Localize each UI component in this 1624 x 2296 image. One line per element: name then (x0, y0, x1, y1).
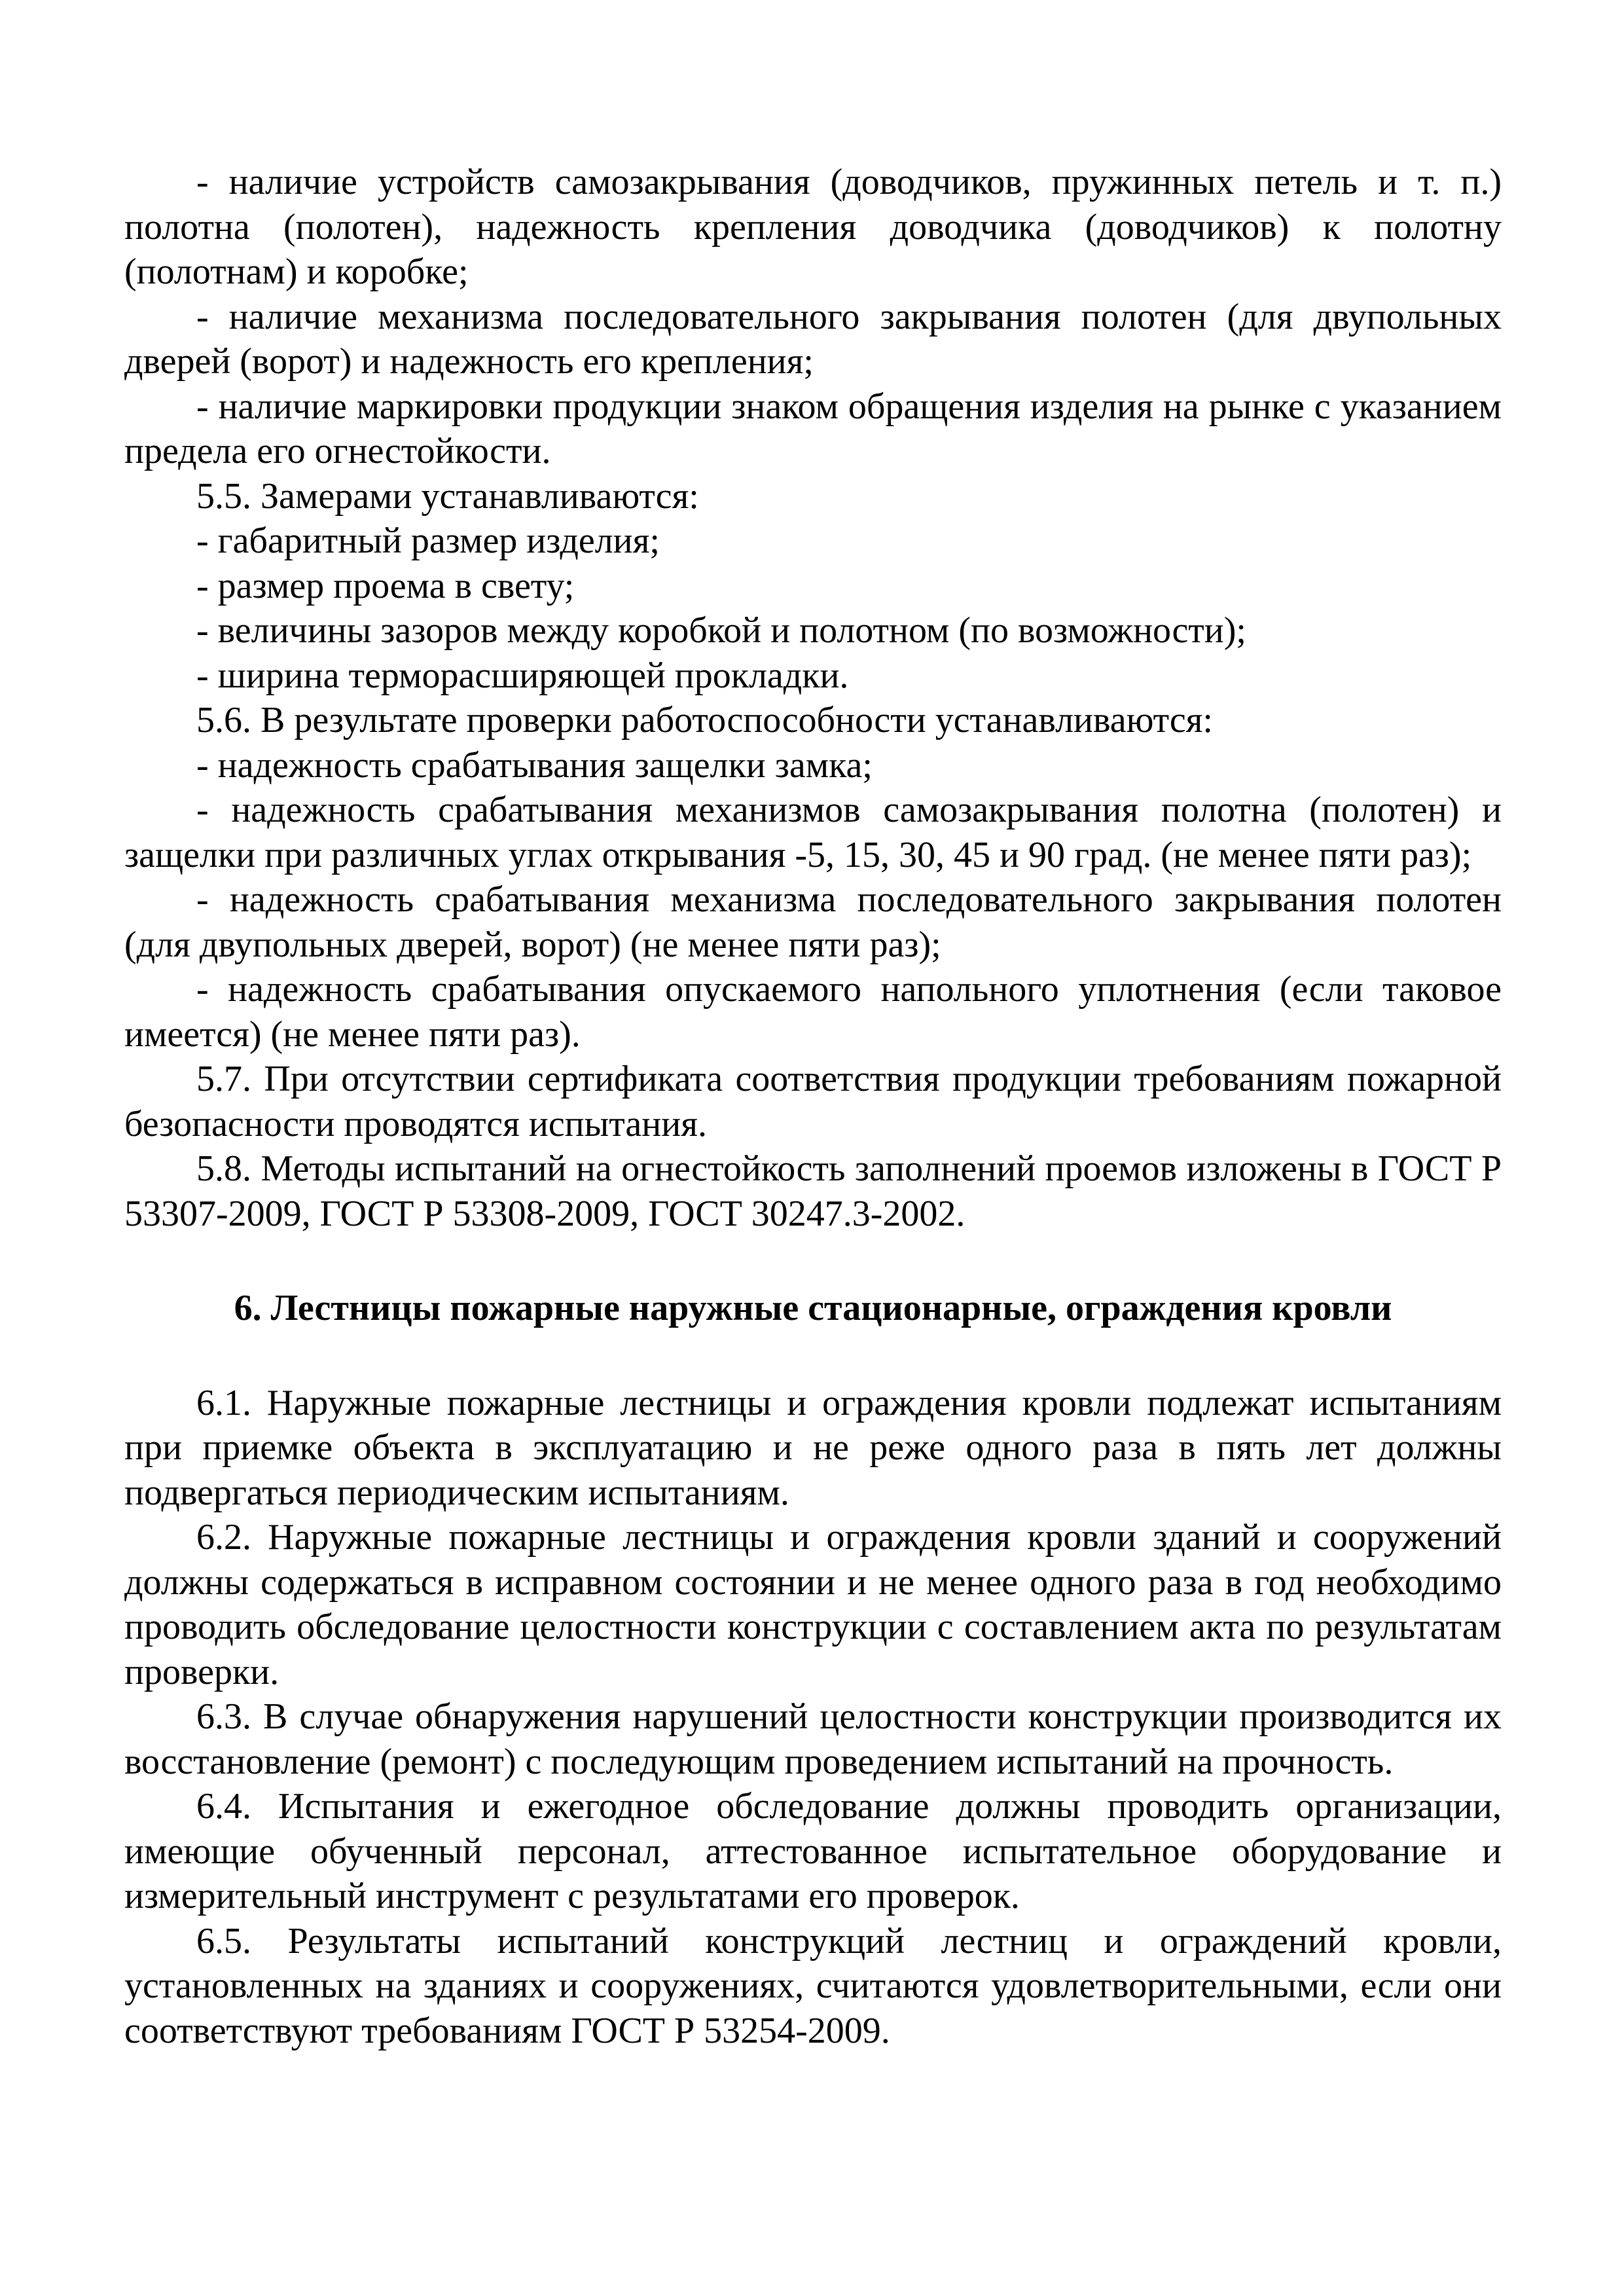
list-item-intumescent-strip: - ширина терморасширяющей прокладки. (196, 655, 849, 696)
spacer (124, 1331, 1502, 1381)
spacer (124, 1236, 1502, 1286)
list-item-gaps: - величины зазоров между коробкой и полотном (по возможности); (196, 610, 1246, 651)
paragraph-5-8: 5.8. Методы испытаний на огнестойкость заполнений проемов изложены в ГОСТ Р 53307-2009, ГОСТ Р 53308-2009, ГОСТ 30247.3-2002. (124, 1148, 1502, 1234)
list-item-opening-size: - размер проема в свету; (196, 565, 575, 606)
section-6-heading: 6. Лестницы пожарные наружные стационарные, ограждения кровли (234, 1288, 1392, 1328)
paragraph-6-4: 6.4. Испытания и ежегодное обследование должны проводить организации, имеющие обученный персонал, аттестованное испытательное оборудование и измерительный инструмент с результатами его проверок. (124, 1786, 1502, 1916)
paragraph-6-3: 6.3. В случае обнаружения нарушений целостности конструкции производится их восстановление (ремонт) с последующим проведением испытаний на прочность. (124, 1696, 1502, 1782)
paragraph-self-closing-mechanisms: - надежность срабатывания механизмов самозакрывания полотна (полотен) и защелки при различных углах открывания -5, 15, 30, 45 и 90 град. (не менее пяти раз); (124, 790, 1502, 875)
list-item-latch-reliability: - надежность срабатывания защелки замка; (196, 744, 873, 786)
paragraph-6-1: 6.1. Наружные пожарные лестницы и ограждения кровли подлежат испытаниям при приемке объекта в эксплуатацию и не реже одного раза в пять лет должны подвергаться периодическим испытаниям. (124, 1382, 1502, 1513)
document-page (124, 160, 1502, 2053)
paragraph-self-closing-devices: - наличие устройств самозакрывания (доводчиков, пружинных петель и т. п.) полотна (полотен), надежность крепления доводчика (доводчиков) к полотну (полотнам) и коробке; (124, 162, 1502, 292)
paragraph-marking: - наличие маркировки продукции знаком обращения изделия на рынке с указанием предела его огнестойкости. (124, 386, 1502, 471)
paragraph-6-5: 6.5. Результаты испытаний конструкций лестниц и ограждений кровли, установленных на зданиях и сооружениях, считаются удовлетворительными, если они соответствуют требованиям ГОСТ Р 53254-2009. (124, 1920, 1502, 2051)
paragraph-5-5: 5.5. Замерами устанавливаются: (196, 475, 699, 517)
paragraph-5-6: 5.6. В результате проверки работоспособности устанавливаются: (196, 700, 1213, 740)
paragraph-drop-seal: - надежность срабатывания опускаемого напольного уплотнения (если таковое имеется) (не менее пяти раз). (124, 969, 1502, 1055)
paragraph-5-7: 5.7. При отсутствии сертификата соответствия продукции требованиям пожарной безопасности проводятся испытания. (124, 1059, 1502, 1144)
paragraph-6-2: 6.2. Наружные пожарные лестницы и ограждения кровли зданий и сооружений должны содержаться в исправном состоянии и не менее одного раза в год необходимо проводить обследование целостности конструкции с составлением акта по результатам проверки. (124, 1517, 1502, 1692)
paragraph-sequential-closing: - наличие механизма последовательного закрывания полотен (для двупольных дверей (ворот) и надежность его крепления; (124, 296, 1502, 382)
paragraph-sequential-mechanism: - надежность срабатывания механизма последовательного закрывания полотен (для двупольных дверей, ворот) (не менее пяти раз); (124, 879, 1502, 965)
list-item-overall-size: - габаритный размер изделия; (196, 520, 660, 561)
